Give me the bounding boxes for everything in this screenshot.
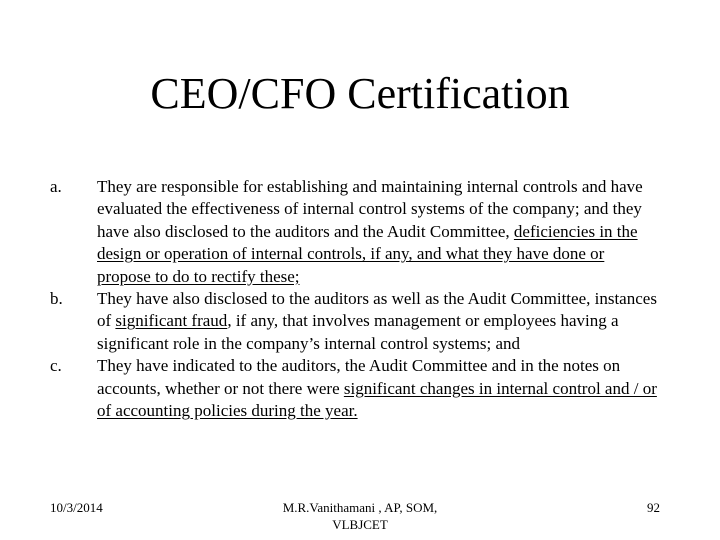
item-text-after: , if any, that involves management or employees having a significant role in the company’s internal control systems; and [97, 311, 619, 353]
item-underlined-text: deficiencies in the design or operation of internal controls, if any, and what they have done or propose to do to rectify these; [97, 221, 638, 286]
list-item-c [50, 355, 662, 422]
item-underlined-text: significant changes in internal control and / or of accounting policies during the year. [97, 378, 657, 421]
footer-date: 10/3/2014 [50, 500, 103, 515]
certification-list [50, 176, 662, 422]
list-marker: b. [50, 289, 63, 309]
item-text: They have also disclosed to the auditors as well as the Audit Committee, instances of [97, 289, 657, 331]
list-item-b [50, 288, 662, 355]
footer-page-number: 92 [647, 500, 660, 515]
item-text: They have indicated to the auditors, the Audit Committee and in the notes on accounts, whether or not there were [97, 356, 621, 398]
list-item-a [50, 176, 662, 288]
footer-author: M.R.Vanithamani , AP, SOM, VLBJCET [282, 500, 438, 532]
list-marker: a. [50, 177, 62, 196]
item-underlined-text: significant fraud [115, 311, 228, 331]
list-marker: c. [50, 356, 62, 376]
slide-title: CEO/CFO Certification [150, 69, 570, 118]
item-text: They are responsible for establishing and maintaining internal controls and have evaluated the effectiveness of internal control systems of the company; and they have also disclosed to the auditors and the Audit Committee, [97, 177, 643, 241]
